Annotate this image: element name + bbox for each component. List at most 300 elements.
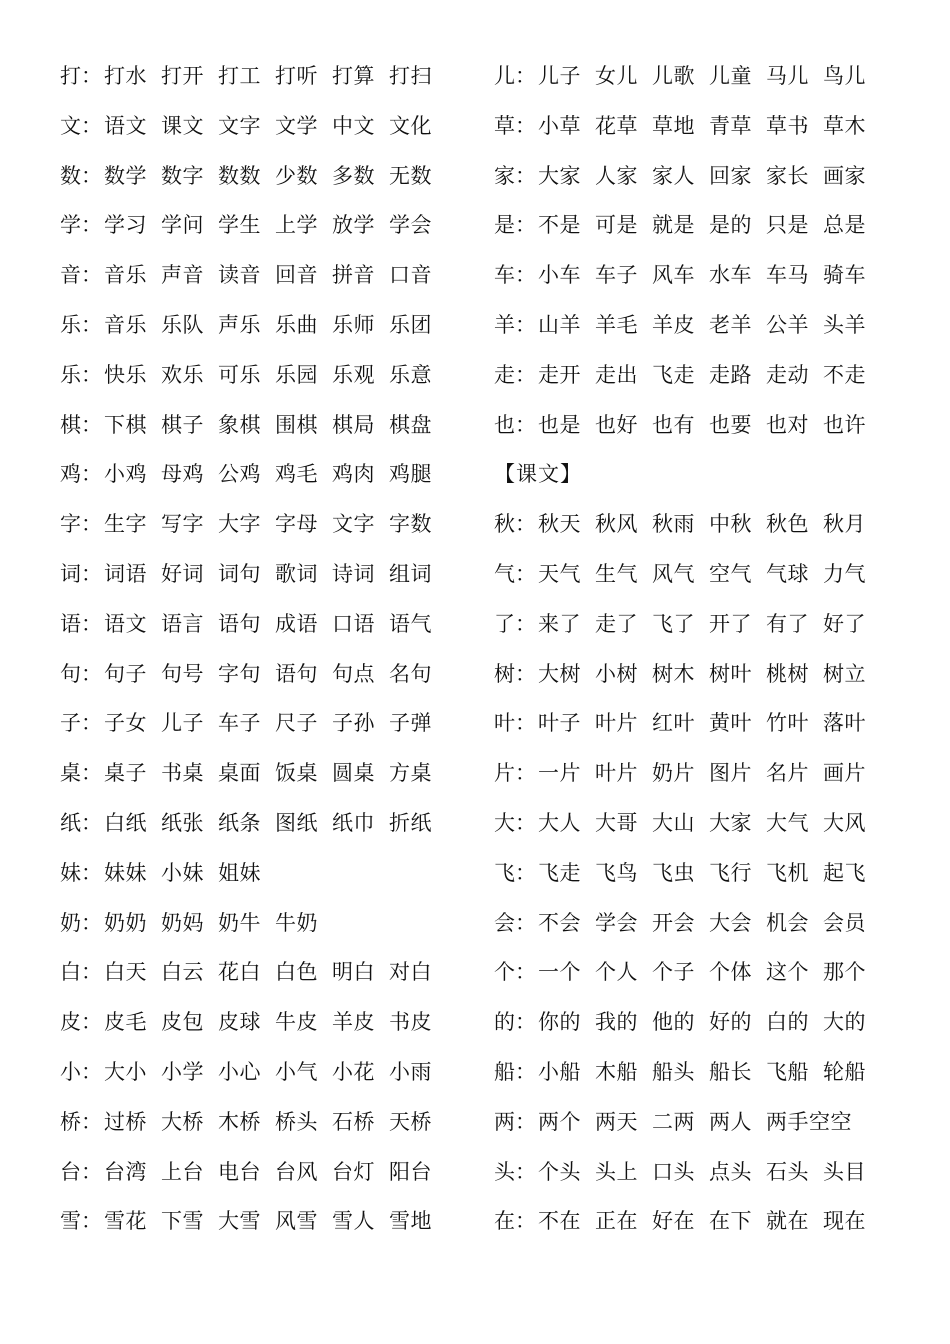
vocab-row: [494, 899, 894, 949]
headword-char: 个：: [494, 960, 536, 985]
compound-word: 飞了: [652, 611, 695, 636]
headword-char: 皮：: [60, 1010, 102, 1035]
compound-word: 纸张: [161, 810, 204, 835]
compound-word: 叶片: [595, 761, 638, 786]
compound-word: 大会: [709, 910, 752, 935]
headword-char: 在：: [494, 1209, 536, 1234]
compound-word: 大家: [709, 810, 752, 835]
compound-word: 走了: [595, 611, 638, 636]
headword-char: 走：: [494, 362, 536, 387]
headword-char: 文：: [60, 113, 102, 138]
compound-word: 台风: [275, 1159, 318, 1184]
headword-char: 也：: [494, 412, 536, 437]
compound-word: 空气: [709, 561, 752, 586]
compound-word: 不是: [538, 213, 581, 238]
headword-char: 树：: [494, 661, 536, 686]
compound-word: 开会: [652, 910, 695, 935]
compound-word: 口语: [332, 611, 375, 636]
compound-word: 骑车: [823, 263, 866, 288]
compound-word: 文字: [218, 113, 261, 138]
vocab-row: [494, 998, 894, 1048]
vocab-row: [494, 52, 894, 102]
compound-word: 走路: [709, 362, 752, 387]
vocab-row: [494, 1098, 894, 1148]
compound-word: 会员: [823, 910, 866, 935]
compound-word: 对白: [389, 960, 432, 985]
compound-word: 头目: [823, 1159, 866, 1184]
compound-word: 诗词: [332, 561, 375, 586]
compound-word: 草书: [766, 113, 809, 138]
compound-word: 机会: [766, 910, 809, 935]
compound-word: 语句: [218, 611, 261, 636]
compound-word: 文化: [389, 113, 432, 138]
compound-word: 小妹: [161, 860, 204, 885]
compound-word: 家长: [766, 163, 809, 188]
compound-word: 学生: [218, 213, 261, 238]
compound-word: 可是: [595, 213, 638, 238]
compound-word: 也是: [538, 412, 581, 437]
compound-word: 声乐: [218, 312, 261, 337]
compound-word: 语文: [104, 611, 147, 636]
compound-word: 子孙: [332, 711, 375, 736]
compound-word: 读音: [218, 263, 261, 288]
compound-word: 风车: [652, 263, 695, 288]
compound-word: 音乐: [104, 312, 147, 337]
compound-word: 我的: [595, 1010, 638, 1035]
compound-word: 两个: [538, 1109, 581, 1134]
compound-word: 过桥: [104, 1109, 147, 1134]
compound-word: 字母: [275, 512, 318, 537]
compound-word: 棋盘: [389, 412, 432, 437]
compound-word: 打听: [275, 64, 318, 88]
compound-word: 公羊: [766, 312, 809, 337]
compound-word: 也对: [766, 412, 809, 437]
compound-word: 正在: [595, 1209, 638, 1234]
compound-word: 羊毛: [595, 312, 638, 337]
vocab-row: [60, 301, 460, 351]
compound-word: 声音: [161, 263, 204, 288]
compound-word: 词语: [104, 561, 147, 586]
compound-word: 叶片: [595, 711, 638, 736]
compound-word: 现在: [823, 1209, 866, 1234]
compound-word: 歌词: [275, 561, 318, 586]
headword-char: 桥：: [60, 1109, 102, 1134]
compound-word: 大桥: [161, 1109, 204, 1134]
compound-word: 有了: [766, 611, 809, 636]
compound-word: 牛皮: [275, 1010, 318, 1035]
compound-word: 学问: [161, 213, 204, 238]
compound-word: 力气: [823, 561, 866, 586]
compound-word: 乐观: [332, 362, 375, 387]
compound-word: 大风: [823, 810, 866, 835]
compound-word: 饭桌: [275, 761, 318, 786]
vocab-row: [494, 699, 894, 749]
compound-word: 尺子: [275, 711, 318, 736]
compound-word: 飞船: [766, 1059, 809, 1084]
compound-word: 羊皮: [652, 312, 695, 337]
compound-word: 画片: [823, 761, 866, 786]
vocab-row: [60, 351, 460, 401]
compound-word: 学习: [104, 213, 147, 238]
compound-word: 白纸: [104, 810, 147, 835]
headword-char: 小：: [60, 1059, 102, 1084]
compound-word: 大小: [104, 1059, 147, 1084]
section-title: 【课文】: [494, 462, 582, 487]
compound-word: 竹叶: [766, 711, 809, 736]
compound-word: 两手空空: [766, 1109, 852, 1134]
compound-word: 生字: [104, 512, 147, 537]
compound-word: 台湾: [104, 1159, 147, 1184]
headword-char: 纸：: [60, 810, 102, 835]
compound-word: 秋色: [766, 512, 809, 537]
compound-word: 飞虫: [652, 860, 695, 885]
compound-word: 人家: [595, 163, 638, 188]
vocab-row: [494, 1048, 894, 1098]
compound-word: 老羊: [709, 312, 752, 337]
vocab-row: [60, 1197, 460, 1247]
headword-char: 的：: [494, 1010, 536, 1035]
compound-word: 就是: [652, 213, 695, 238]
compound-word: 打工: [218, 64, 261, 88]
compound-word: 好在: [652, 1209, 695, 1234]
compound-word: 象棋: [218, 412, 261, 437]
compound-word: 大雪: [218, 1209, 261, 1234]
compound-word: 语句: [275, 661, 318, 686]
vocab-row: [494, 102, 894, 152]
vocab-row: [60, 152, 460, 202]
compound-word: 雪地: [389, 1209, 432, 1234]
compound-word: 落叶: [823, 711, 866, 736]
compound-word: 小草: [538, 113, 581, 138]
compound-word: 打算: [332, 64, 375, 88]
compound-word: 秋雨: [652, 512, 695, 537]
compound-word: 一个: [538, 960, 581, 985]
compound-word: 小雨: [389, 1059, 432, 1084]
headword-char: 奶：: [60, 910, 102, 935]
compound-word: 好了: [823, 611, 866, 636]
headword-char: 头：: [494, 1159, 536, 1184]
compound-word: 快乐: [104, 362, 147, 387]
vocab-row: [60, 102, 460, 152]
compound-word: 名片: [766, 761, 809, 786]
compound-word: 奶牛: [218, 910, 261, 935]
compound-word: 小心: [218, 1059, 261, 1084]
compound-word: 也要: [709, 412, 752, 437]
compound-word: 口头: [652, 1159, 695, 1184]
compound-word: 口音: [389, 263, 432, 288]
compound-word: 拼音: [332, 263, 375, 288]
compound-word: 组词: [389, 561, 432, 586]
headword-char: 了：: [494, 611, 536, 636]
compound-word: 白色: [275, 960, 318, 985]
vocab-row: [494, 401, 894, 451]
compound-word: 书桌: [161, 761, 204, 786]
compound-word: 雪人: [332, 1209, 375, 1234]
compound-word: 语言: [161, 611, 204, 636]
compound-word: 图片: [709, 761, 752, 786]
compound-word: 车子: [218, 711, 261, 736]
vocab-row: [494, 749, 894, 799]
compound-word: 鸡毛: [275, 462, 318, 487]
headword-char: 乐：: [60, 362, 102, 387]
headword-char: 字：: [60, 512, 102, 537]
compound-word: 中秋: [709, 512, 752, 537]
compound-word: 无数: [389, 163, 432, 188]
compound-word: 母鸡: [161, 462, 204, 487]
compound-word: 语文: [104, 113, 147, 138]
compound-word: 桥头: [275, 1109, 318, 1134]
compound-word: 学会: [389, 213, 432, 238]
vocab-row: [494, 201, 894, 251]
compound-word: 句子: [104, 661, 147, 686]
compound-word: 个人: [595, 960, 638, 985]
compound-word: 小学: [161, 1059, 204, 1084]
headword-char: 家：: [494, 163, 536, 188]
compound-word: 奶奶: [104, 910, 147, 935]
vocab-row: [494, 301, 894, 351]
compound-word: 你的: [538, 1010, 581, 1035]
compound-word: 木船: [595, 1059, 638, 1084]
compound-word: 书皮: [389, 1010, 432, 1035]
compound-word: 船长: [709, 1059, 752, 1084]
compound-word: 课文: [161, 113, 204, 138]
compound-word: 天桥: [389, 1109, 432, 1134]
compound-word: 音乐: [104, 263, 147, 288]
vocab-row: [60, 1048, 460, 1098]
compound-word: 起飞: [823, 860, 866, 885]
compound-word: 姐妹: [218, 860, 261, 885]
compound-word: 大的: [823, 1010, 866, 1035]
compound-word: 车马: [766, 263, 809, 288]
compound-word: 好词: [161, 561, 204, 586]
compound-word: 子弹: [389, 711, 432, 736]
compound-word: 不走: [823, 362, 866, 387]
compound-word: 大字: [218, 512, 261, 537]
headword-char: 乐：: [60, 312, 102, 337]
vocab-row: [60, 998, 460, 1048]
headword-char: 车：: [494, 263, 536, 288]
compound-word: 小鸡: [104, 462, 147, 487]
compound-word: 是的: [709, 213, 752, 238]
headword-char: 草：: [494, 113, 536, 138]
compound-word: 牛奶: [275, 910, 318, 935]
vocab-row: [494, 799, 894, 849]
compound-word: 圆桌: [332, 761, 375, 786]
compound-word: 秋风: [595, 512, 638, 537]
compound-word: 石桥: [332, 1109, 375, 1134]
compound-word: 小花: [332, 1059, 375, 1084]
compound-word: 公鸡: [218, 462, 261, 487]
compound-word: 乐团: [389, 312, 432, 337]
compound-word: 放学: [332, 213, 375, 238]
compound-word: 奶妈: [161, 910, 204, 935]
compound-word: 走出: [595, 362, 638, 387]
compound-word: 小船: [538, 1059, 581, 1084]
compound-word: 山羊: [538, 312, 581, 337]
compound-word: 纸条: [218, 810, 261, 835]
compound-word: 鸟儿: [823, 64, 866, 88]
headword-char: 儿：: [494, 64, 536, 88]
compound-word: 开了: [709, 611, 752, 636]
compound-word: 两天: [595, 1109, 638, 1134]
compound-word: 折纸: [389, 810, 432, 835]
vocab-row: [60, 650, 460, 700]
compound-word: 皮包: [161, 1010, 204, 1035]
compound-word: 中文: [332, 113, 375, 138]
compound-word: 飞鸟: [595, 860, 638, 885]
compound-word: 树木: [652, 661, 695, 686]
compound-word: 飞走: [652, 362, 695, 387]
compound-word: 轮船: [823, 1059, 866, 1084]
headword-char: 鸡：: [60, 462, 102, 487]
headword-char: 语：: [60, 611, 102, 636]
compound-word: 大人: [538, 810, 581, 835]
compound-word: 不在: [538, 1209, 581, 1234]
vocab-row: [60, 799, 460, 849]
compound-word: 在下: [709, 1209, 752, 1234]
compound-word: 小气: [275, 1059, 318, 1084]
headword-char: 两：: [494, 1109, 536, 1134]
compound-word: 个体: [709, 960, 752, 985]
vocab-row: [60, 450, 460, 500]
compound-word: 学会: [595, 910, 638, 935]
vocab-row: [494, 251, 894, 301]
compound-word: 石头: [766, 1159, 809, 1184]
vocab-row: [494, 152, 894, 202]
compound-word: 明白: [332, 960, 375, 985]
compound-word: 文字: [332, 512, 375, 537]
headword-char: 片：: [494, 761, 536, 786]
compound-word: 乐队: [161, 312, 204, 337]
compound-word: 打水: [104, 64, 147, 88]
compound-word: 青草: [709, 113, 752, 138]
compound-word: 女儿: [595, 64, 638, 88]
compound-word: 棋子: [161, 412, 204, 437]
compound-word: 马儿: [766, 64, 809, 88]
compound-word: 回家: [709, 163, 752, 188]
headword-char: 妹：: [60, 860, 102, 885]
compound-word: 船头: [652, 1059, 695, 1084]
vocab-row: [60, 749, 460, 799]
right-column: [494, 52, 894, 1247]
compound-word: 桃树: [766, 661, 809, 686]
vocab-row: [494, 500, 894, 550]
compound-word: 上台: [161, 1159, 204, 1184]
compound-word: 秋天: [538, 512, 581, 537]
compound-word: 也好: [595, 412, 638, 437]
compound-word: 数数: [218, 163, 261, 188]
headword-char: 音：: [60, 263, 102, 288]
vocab-row: [494, 650, 894, 700]
compound-word: 红叶: [652, 711, 695, 736]
headword-char: 羊：: [494, 312, 536, 337]
compound-word: 点头: [709, 1159, 752, 1184]
vocab-row: [60, 1098, 460, 1148]
compound-word: 草木: [823, 113, 866, 138]
headword-char: 秋：: [494, 512, 536, 537]
compound-word: 风雪: [275, 1209, 318, 1234]
headword-char: 数：: [60, 163, 102, 188]
compound-word: 字句: [218, 661, 261, 686]
compound-word: 少数: [275, 163, 318, 188]
headword-char: 大：: [494, 810, 536, 835]
compound-word: 个子: [652, 960, 695, 985]
compound-word: 数字: [161, 163, 204, 188]
compound-word: 成语: [275, 611, 318, 636]
vocab-row: [60, 201, 460, 251]
compound-word: 纸巾: [332, 810, 375, 835]
compound-word: 气球: [766, 561, 809, 586]
compound-word: 就在: [766, 1209, 809, 1234]
compound-word: 乐园: [275, 362, 318, 387]
vocab-row: [60, 401, 460, 451]
headword-char: 学：: [60, 213, 102, 238]
compound-word: 皮球: [218, 1010, 261, 1035]
compound-word: 大家: [538, 163, 581, 188]
left-column: [60, 52, 460, 1247]
compound-word: 大气: [766, 810, 809, 835]
compound-word: 数学: [104, 163, 147, 188]
compound-word: 围棋: [275, 412, 318, 437]
compound-word: 小树: [595, 661, 638, 686]
compound-word: 词句: [218, 561, 261, 586]
compound-word: 这个: [766, 960, 809, 985]
compound-word: 车子: [595, 263, 638, 288]
vocab-row: [60, 1148, 460, 1198]
vocab-row: [60, 899, 460, 949]
compound-word: 来了: [538, 611, 581, 636]
compound-word: 飞机: [766, 860, 809, 885]
vocab-row: [494, 550, 894, 600]
compound-word: 阳台: [389, 1159, 432, 1184]
compound-word: 桌面: [218, 761, 261, 786]
compound-word: 桌子: [104, 761, 147, 786]
compound-word: 图纸: [275, 810, 318, 835]
compound-word: 妹妹: [104, 860, 147, 885]
vocab-row: [494, 1148, 894, 1198]
compound-word: 头羊: [823, 312, 866, 337]
compound-word: 儿子: [538, 64, 581, 88]
compound-word: 草地: [652, 113, 695, 138]
compound-word: 打扫: [389, 64, 432, 88]
compound-word: 水车: [709, 263, 752, 288]
compound-word: 棋局: [332, 412, 375, 437]
compound-word: 个头: [538, 1159, 581, 1184]
headword-char: 句：: [60, 661, 102, 686]
section-title-row: [494, 450, 894, 500]
vocab-row: [494, 849, 894, 899]
headword-char: 台：: [60, 1159, 102, 1184]
vocab-row: [60, 251, 460, 301]
compound-word: 儿子: [161, 711, 204, 736]
compound-word: 飞行: [709, 860, 752, 885]
compound-word: 树叶: [709, 661, 752, 686]
compound-word: 他的: [652, 1010, 695, 1035]
compound-word: 乐意: [389, 362, 432, 387]
compound-word: 上学: [275, 213, 318, 238]
compound-word: 家人: [652, 163, 695, 188]
compound-word: 一片: [538, 761, 581, 786]
compound-word: 大哥: [595, 810, 638, 835]
compound-word: 那个: [823, 960, 866, 985]
compound-word: 回音: [275, 263, 318, 288]
compound-word: 木桥: [218, 1109, 261, 1134]
compound-word: 乐师: [332, 312, 375, 337]
compound-word: 花草: [595, 113, 638, 138]
vocab-row: [60, 849, 460, 899]
compound-word: 文学: [275, 113, 318, 138]
headword-char: 桌：: [60, 761, 102, 786]
